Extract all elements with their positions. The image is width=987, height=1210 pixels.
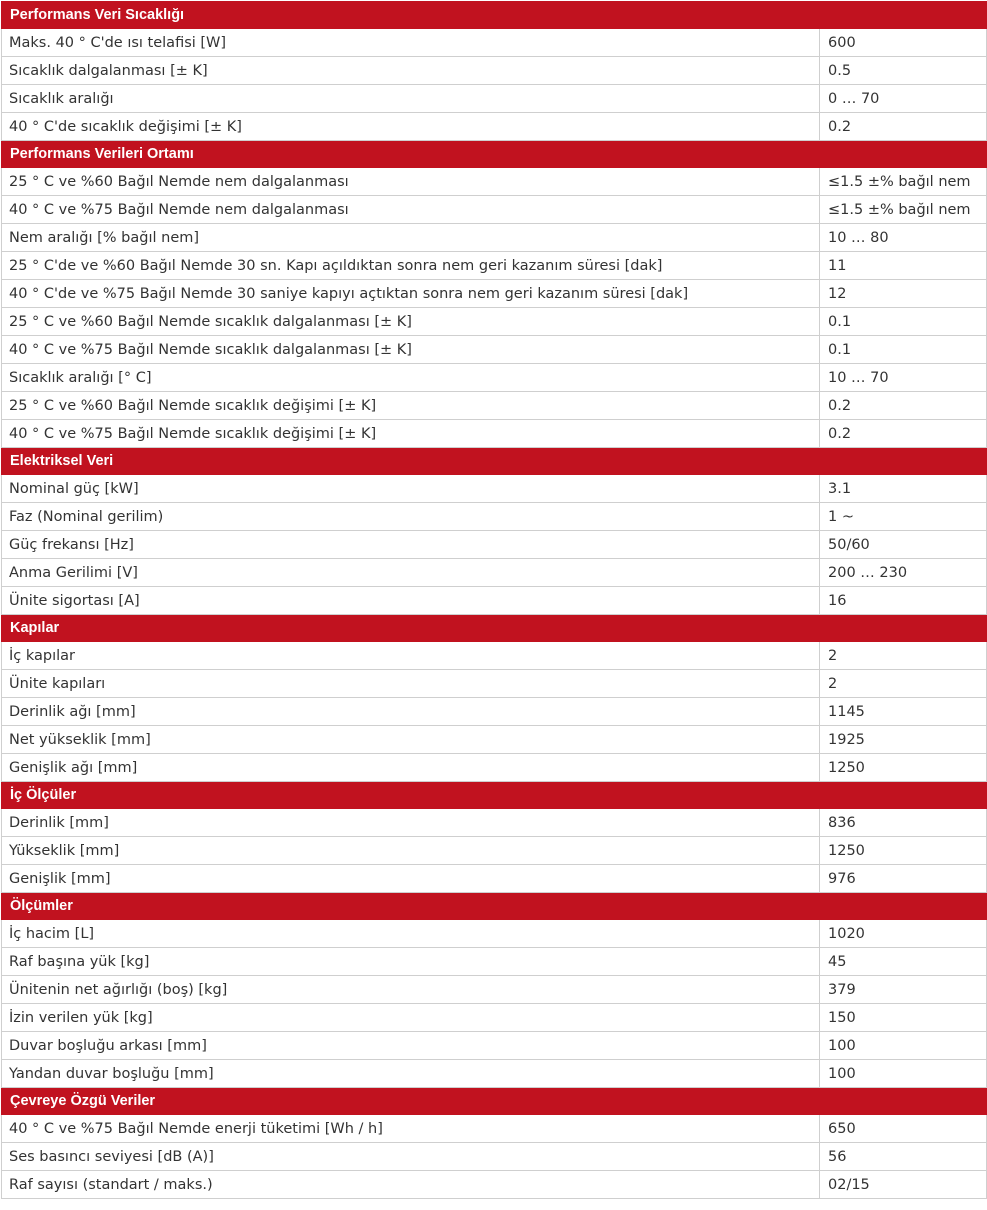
spec-value: 1 ~ xyxy=(820,503,987,531)
spec-label: Yükseklik [mm] xyxy=(2,837,820,865)
spec-value: 0.2 xyxy=(820,392,987,420)
table-row xyxy=(2,196,987,224)
spec-label: Net yükseklik [mm] xyxy=(2,726,820,754)
section-header xyxy=(2,782,987,809)
spec-label: Sıcaklık aralığı [° C] xyxy=(2,364,820,392)
section-title: Kapılar xyxy=(2,615,987,642)
spec-value: 11 xyxy=(820,252,987,280)
spec-value: 2 xyxy=(820,670,987,698)
table-row xyxy=(2,670,987,698)
spec-label: 40 ° C ve %75 Bağıl Nemde sıcaklık dalgalanması [± K] xyxy=(2,336,820,364)
table-row xyxy=(2,698,987,726)
table-row xyxy=(2,85,987,113)
spec-label: İç kapılar xyxy=(2,642,820,670)
table-row xyxy=(2,642,987,670)
spec-label: İzin verilen yük [kg] xyxy=(2,1004,820,1032)
spec-label: Maks. 40 ° C'de ısı telafisi [W] xyxy=(2,29,820,57)
spec-value: 200 … 230 xyxy=(820,559,987,587)
section-header xyxy=(2,2,987,29)
spec-value: 45 xyxy=(820,948,987,976)
spec-value: 2 xyxy=(820,642,987,670)
spec-value: 1925 xyxy=(820,726,987,754)
table-row xyxy=(2,837,987,865)
spec-label: Sıcaklık aralığı xyxy=(2,85,820,113)
spec-value: ≤1.5 ±% bağıl nem xyxy=(820,168,987,196)
table-row xyxy=(2,809,987,837)
spec-value: 836 xyxy=(820,809,987,837)
spec-label: Derinlik ağı [mm] xyxy=(2,698,820,726)
spec-label: Faz (Nominal gerilim) xyxy=(2,503,820,531)
spec-label: Raf başına yük [kg] xyxy=(2,948,820,976)
section-header xyxy=(2,448,987,475)
table-row xyxy=(2,865,987,893)
table-row xyxy=(2,587,987,615)
spec-label: 40 ° C ve %75 Bağıl Nemde enerji tüketimi [Wh / h] xyxy=(2,1115,820,1143)
spec-label: 40 ° C'de sıcaklık değişimi [± K] xyxy=(2,113,820,141)
table-row xyxy=(2,1143,987,1171)
spec-value: 0.2 xyxy=(820,113,987,141)
section-title: Elektriksel Veri xyxy=(2,448,987,475)
table-row xyxy=(2,113,987,141)
section-title: Performans Verileri Ortamı xyxy=(2,141,987,168)
table-row xyxy=(2,392,987,420)
spec-value: 0.2 xyxy=(820,420,987,448)
table-row xyxy=(2,948,987,976)
spec-value: 0.1 xyxy=(820,308,987,336)
spec-value: 1250 xyxy=(820,754,987,782)
spec-value: 0 … 70 xyxy=(820,85,987,113)
spec-label: 40 ° C ve %75 Bağıl Nemde sıcaklık değişimi [± K] xyxy=(2,420,820,448)
spec-value: 100 xyxy=(820,1060,987,1088)
spec-value: 1145 xyxy=(820,698,987,726)
spec-table xyxy=(1,1,987,1199)
section-header xyxy=(2,141,987,168)
table-row xyxy=(2,364,987,392)
spec-label: 40 ° C'de ve %75 Bağıl Nemde 30 saniye kapıyı açtıktan sonra nem geri kazanım süresi [dak] xyxy=(2,280,820,308)
spec-table-body xyxy=(2,2,987,1199)
spec-value: 16 xyxy=(820,587,987,615)
spec-label: İç hacim [L] xyxy=(2,920,820,948)
table-row xyxy=(2,168,987,196)
spec-label: 25 ° C ve %60 Bağıl Nemde sıcaklık dalgalanması [± K] xyxy=(2,308,820,336)
table-row xyxy=(2,726,987,754)
spec-value: 3.1 xyxy=(820,475,987,503)
spec-label: Nominal güç [kW] xyxy=(2,475,820,503)
section-title: Performans Veri Sıcaklığı xyxy=(2,2,987,29)
spec-label: Raf sayısı (standart / maks.) xyxy=(2,1171,820,1199)
spec-value: 379 xyxy=(820,976,987,1004)
table-row xyxy=(2,920,987,948)
spec-label: Genişlik [mm] xyxy=(2,865,820,893)
spec-label: Ünitenin net ağırlığı (boş) [kg] xyxy=(2,976,820,1004)
table-row xyxy=(2,976,987,1004)
table-row xyxy=(2,754,987,782)
spec-label: Anma Gerilimi [V] xyxy=(2,559,820,587)
table-row xyxy=(2,475,987,503)
table-row xyxy=(2,252,987,280)
spec-label: Genişlik ağı [mm] xyxy=(2,754,820,782)
spec-label: Güç frekansı [Hz] xyxy=(2,531,820,559)
spec-label: Derinlik [mm] xyxy=(2,809,820,837)
table-row xyxy=(2,57,987,85)
section-title: İç Ölçüler xyxy=(2,782,987,809)
section-title: Ölçümler xyxy=(2,893,987,920)
spec-value: 976 xyxy=(820,865,987,893)
table-row xyxy=(2,1115,987,1143)
spec-label: Ünite sigortası [A] xyxy=(2,587,820,615)
spec-label: Nem aralığı [% bağıl nem] xyxy=(2,224,820,252)
spec-value: 1020 xyxy=(820,920,987,948)
table-row xyxy=(2,531,987,559)
spec-label: Duvar boşluğu arkası [mm] xyxy=(2,1032,820,1060)
spec-value: 0.1 xyxy=(820,336,987,364)
section-header xyxy=(2,893,987,920)
table-row xyxy=(2,336,987,364)
spec-value: 600 xyxy=(820,29,987,57)
spec-label: 25 ° C'de ve %60 Bağıl Nemde 30 sn. Kapı açıldıktan sonra nem geri kazanım süresi [dak] xyxy=(2,252,820,280)
table-row xyxy=(2,559,987,587)
table-row xyxy=(2,1032,987,1060)
table-row xyxy=(2,29,987,57)
spec-label: Yandan duvar boşluğu [mm] xyxy=(2,1060,820,1088)
table-row xyxy=(2,503,987,531)
table-row xyxy=(2,308,987,336)
section-header xyxy=(2,1088,987,1115)
spec-value: 10 … 80 xyxy=(820,224,987,252)
spec-label: Ses basıncı seviyesi [dB (A)] xyxy=(2,1143,820,1171)
spec-label: Ünite kapıları xyxy=(2,670,820,698)
spec-label: 40 ° C ve %75 Bağıl Nemde nem dalgalanması xyxy=(2,196,820,224)
spec-value: 1250 xyxy=(820,837,987,865)
spec-value: 650 xyxy=(820,1115,987,1143)
spec-value: 0.5 xyxy=(820,57,987,85)
spec-value: 12 xyxy=(820,280,987,308)
spec-value: 56 xyxy=(820,1143,987,1171)
spec-value: 10 … 70 xyxy=(820,364,987,392)
table-row xyxy=(2,280,987,308)
spec-label: 25 ° C ve %60 Bağıl Nemde nem dalgalanması xyxy=(2,168,820,196)
section-header xyxy=(2,615,987,642)
spec-value: 100 xyxy=(820,1032,987,1060)
spec-label: Sıcaklık dalgalanması [± K] xyxy=(2,57,820,85)
spec-label: 25 ° C ve %60 Bağıl Nemde sıcaklık değişimi [± K] xyxy=(2,392,820,420)
spec-value: ≤1.5 ±% bağıl nem xyxy=(820,196,987,224)
spec-value: 02/15 xyxy=(820,1171,987,1199)
table-row xyxy=(2,1004,987,1032)
table-row xyxy=(2,420,987,448)
table-row xyxy=(2,1171,987,1199)
table-row xyxy=(2,224,987,252)
spec-value: 50/60 xyxy=(820,531,987,559)
table-row xyxy=(2,1060,987,1088)
section-title: Çevreye Özgü Veriler xyxy=(2,1088,987,1115)
spec-value: 150 xyxy=(820,1004,987,1032)
